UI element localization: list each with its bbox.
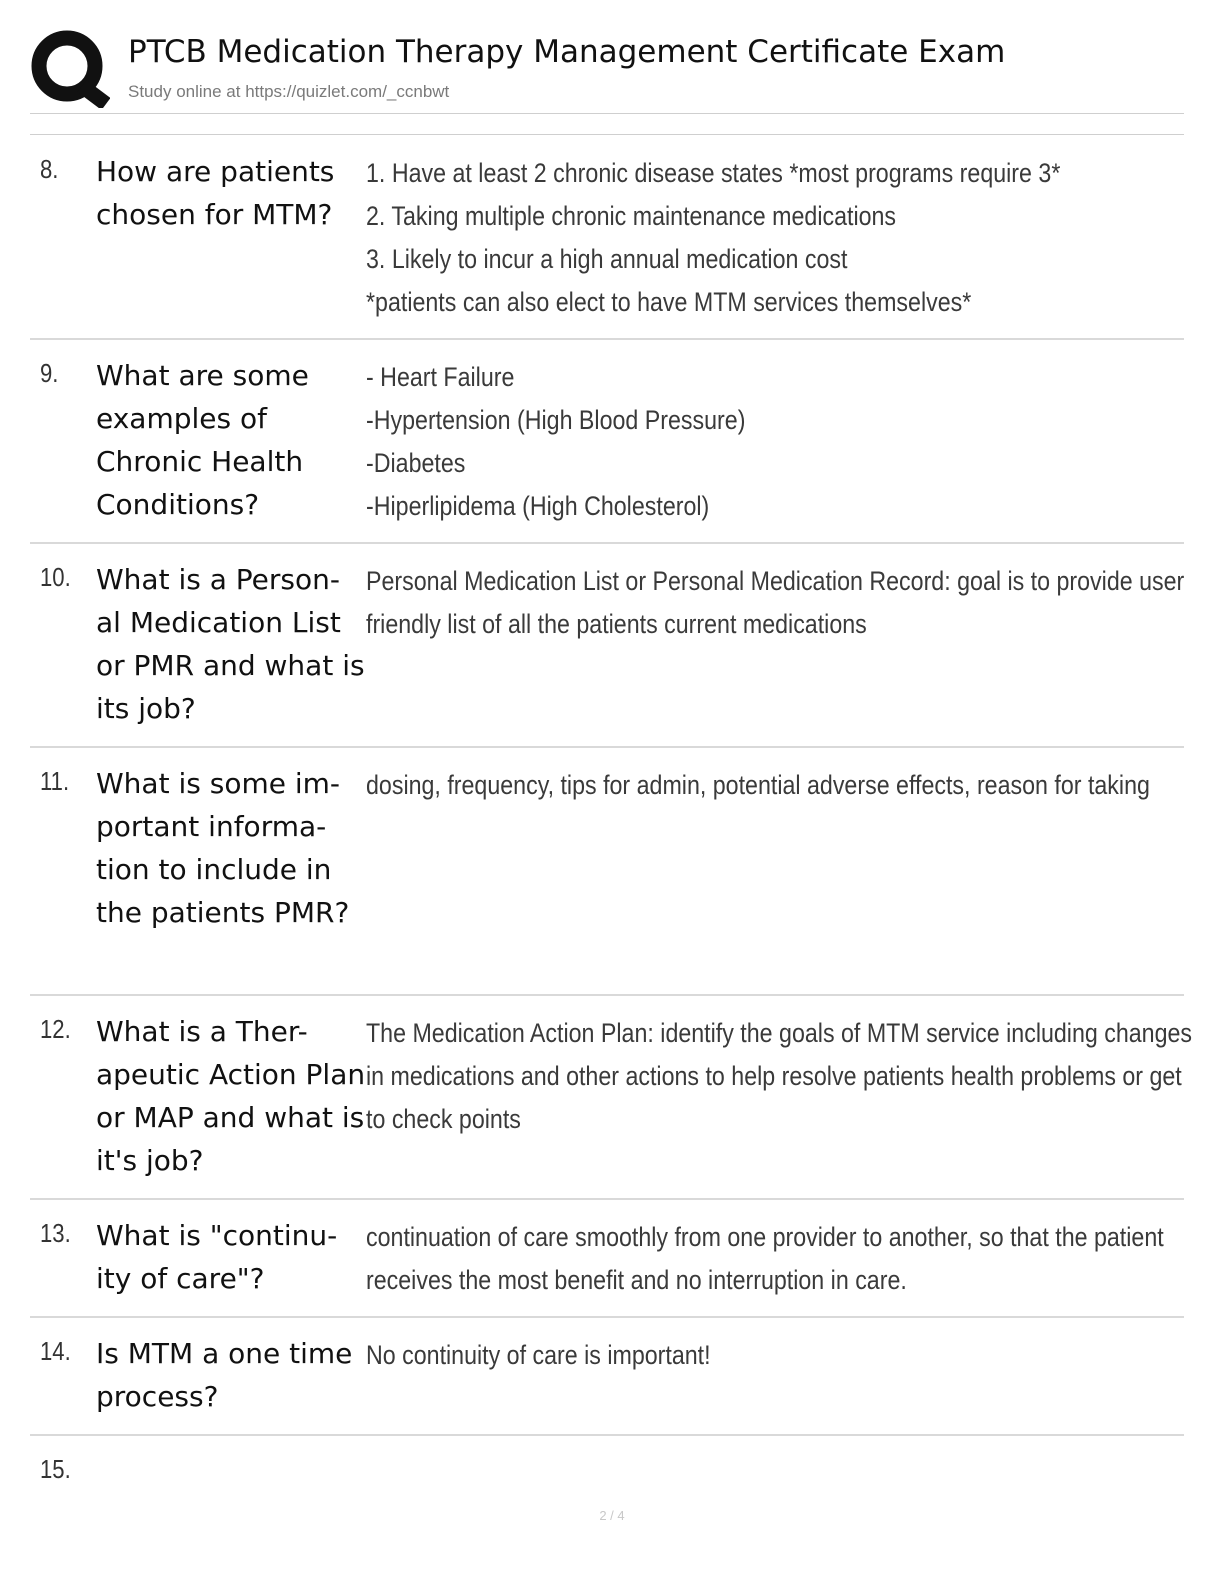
card-definition (366, 560, 1185, 646)
card-number: 10. (40, 562, 71, 592)
flashcard-row (30, 1200, 1184, 1318)
flashcard-row (30, 136, 1184, 340)
flashcard-row (30, 748, 1184, 996)
card-number: 8. (40, 154, 59, 184)
definition-line: continuation of care smoothly from one provider to another, so that the patient (366, 1222, 1164, 1252)
page-header (30, 28, 1182, 114)
card-definition (366, 356, 1157, 528)
page-number: 2 / 4 (599, 1508, 625, 1523)
definition-line: -Diabetes (366, 448, 466, 478)
card-term: How are patients chosen for MTM? (96, 155, 335, 231)
definition-line: 3. Likely to incur a high annual medication cost (366, 244, 848, 274)
card-term: Is MTM a one time process? (96, 1337, 353, 1413)
card-number: 13. (40, 1218, 71, 1248)
card-term: What are some examples of Chronic Health Conditions? (96, 359, 309, 521)
definition-line: 2. Taking multiple chronic maintenance medications (366, 201, 897, 231)
card-term: What is some im- portant informa- tion to include in the patients PMR? (96, 767, 350, 929)
definition-line: -Hypertension (High Blood Pressure) (366, 405, 746, 435)
definition-line: -Hiperlipidema (High Cholesterol) (366, 491, 710, 521)
card-term: What is a Ther- apeutic Action Plan or MAP and what is it's job? (96, 1015, 366, 1177)
definition-line: No continuity of care is important! (366, 1340, 711, 1370)
definition-line: receives the most benefit and no interruption in care. (366, 1265, 907, 1295)
card-number: 11. (40, 766, 70, 796)
card-definition (366, 1216, 1164, 1302)
definition-line: to check points (366, 1104, 521, 1134)
card-definition (366, 764, 1157, 807)
header-divider (30, 113, 1184, 114)
document-title: PTCB Medication Therapy Management Certificate Exam (128, 34, 1006, 70)
card-number: 14. (40, 1336, 71, 1366)
definition-line: friendly list of all the patients current medications (366, 609, 867, 639)
flashcard-row (30, 544, 1184, 748)
definition-line: *patients can also elect to have MTM services themselves* (366, 287, 972, 317)
definition-line: in medications and other actions to help resolve patients health problems or get (366, 1061, 1182, 1091)
flashcard-row (30, 996, 1193, 1200)
card-number: 12. (40, 1014, 71, 1044)
card-definition (366, 152, 1157, 324)
quizlet-logo-icon (30, 28, 110, 108)
header-divider (30, 134, 1184, 135)
definition-line: - Heart Failure (366, 362, 515, 392)
card-term: What is "continu- ity of care"? (96, 1219, 338, 1295)
flashcard-row (30, 340, 1184, 544)
card-number: 15. (40, 1454, 71, 1484)
flashcard-row (30, 1318, 1184, 1436)
definition-line: The Medication Action Plan: identify the goals of MTM service including changes (366, 1018, 1193, 1048)
flashcard-row (30, 1436, 1184, 1496)
definition-line: Personal Medication List or Personal Medication Record: goal is to provide user (366, 566, 1185, 596)
study-online-link[interactable]: Study online at https://quizlet.com/_ccnbwt (128, 82, 450, 101)
definition-line: 1. Have at least 2 chronic disease states *most programs require 3* (366, 158, 1061, 188)
definition-line: dosing, frequency, tips for admin, potential adverse effects, reason for taking (366, 770, 1150, 800)
card-term: What is a Person- al Medication List or PMR and what is its job? (96, 563, 365, 725)
card-number: 9. (40, 358, 59, 388)
card-definition (366, 1012, 1193, 1141)
card-definition (366, 1334, 1157, 1377)
